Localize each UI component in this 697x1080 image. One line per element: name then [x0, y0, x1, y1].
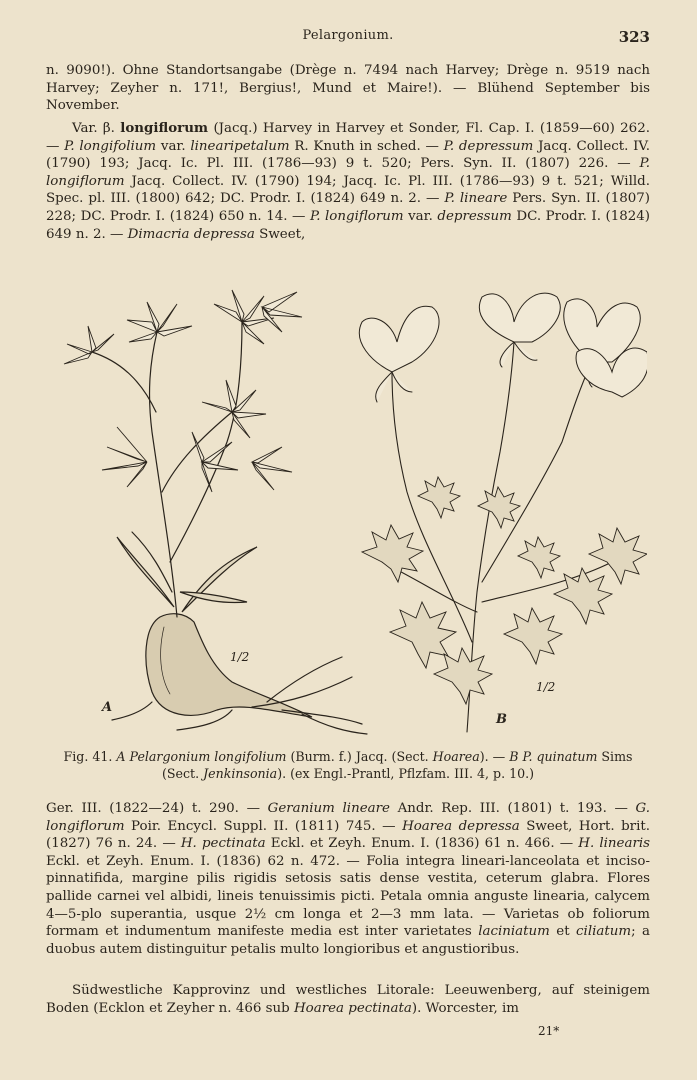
variety-name: longiflorum	[120, 120, 209, 136]
plant-a-drawing	[64, 290, 367, 734]
distribution-paragraph: Südwestliche Kapprovinz und westliches Litorale: Leeuwenberg, auf steinigem Boden (Ecklon et Zeyher n. 466 sub Hoarea pectinata). Worcester, im	[46, 983, 650, 1016]
scale-label-a: 1/2	[230, 650, 250, 664]
page-number: 323	[618, 28, 650, 46]
plant-b-drawing	[359, 293, 647, 732]
figure-caption: Fig. 41. A Pelargonium longifolium (Burm. f.) Jacq. (Sect. Hoarea). — B P. quinatum Sims (Sect. Jenkinsonia). (ex Engl.-Prantl, Pflzfam. III. 4, p. 10.)	[63, 749, 633, 781]
plant-illustrations	[52, 262, 647, 742]
paragraph-text: n. 9090!). Ohne Standortsangabe (Drège n. 7494 nach Harvey; Drège n. 9519 nach Harvey; Zeyher n. 171!, Bergius!, Mund et Maire!). — Blühend September bis November.	[46, 63, 650, 114]
printer-signature: 21*	[538, 1024, 560, 1038]
running-title: Pelargonium.	[302, 28, 394, 43]
variety-paragraph: Var. β. longiflorum (Jacq.) Harvey in Harvey et Sonder, Fl. Cap. I. (1859—60) 262. — P. longifolium var. linearipetalum R. Knuth in sched. — P. depressum Jacq. Collect. IV. (1790) 193; Jacq. Ic. Pl. III. (1786—93) 9 t. 520; Pers. Syn. II. (1807) 226. — P. longiflorum Jacq. Collect. IV. (1790) 194; Jacq. Ic. Pl. III. (1786—93) 9 t. 521; Willd. Spec. pl. III. (1800) 642; DC. Prodr. I. (1824) 649 n. 2. — P. lineare Pers. Syn. II. (1807) 228; DC. Prodr. I. (1824) 650 n. 14. — P. longiflorum var. depressum DC. Prodr. I. (1824) 649 n. 2. — Dimacria depressa Sweet,	[46, 120, 650, 242]
figure-label-a: A	[102, 700, 113, 715]
paragraph-distribution	[46, 982, 650, 1017]
paragraph-variety	[46, 120, 650, 243]
figure-label-b: B	[496, 712, 507, 727]
page-header	[46, 28, 650, 48]
paragraph-synonyms-description	[46, 800, 650, 958]
description-paragraph: Ger. III. (1822—24) t. 290. — Geranium lineare Andr. Rep. III. (1801) t. 193. — G. longiflorum Poir. Encycl. Suppl. II. (1811) 745. — Hoarea depressa Sweet, Hort. brit. (1827) 76 n. 24. — H. pectinata Eckl. et Zeyh. Enum. I. (1836) 61 n. 466. — H. linearis Eckl. et Zeyh. Enum. I. (1836) 62 n. 472. — Folia integra lineari-lanceolata et inciso-pinnatifida, margine pilis rigidis setosis satis dense vestita, ceterum glabra. Flores pallide carnei vel albidi, lineis tenuissimis picti. Petala omnia anguste linearia, calycem 4—5-plo superantia, usque 2½ cm longa et 2—3 mm lata. — Varietas ob foliorum formam et indumentum manifeste media est inter varietates laciniatum et ciliatum; a duobus autem distinguitur petalis multo longioribus et angustioribus.	[46, 801, 651, 957]
paragraph-top-continuation	[46, 62, 650, 115]
scale-label-b: 1/2	[536, 680, 556, 694]
botanical-figure	[52, 262, 647, 742]
